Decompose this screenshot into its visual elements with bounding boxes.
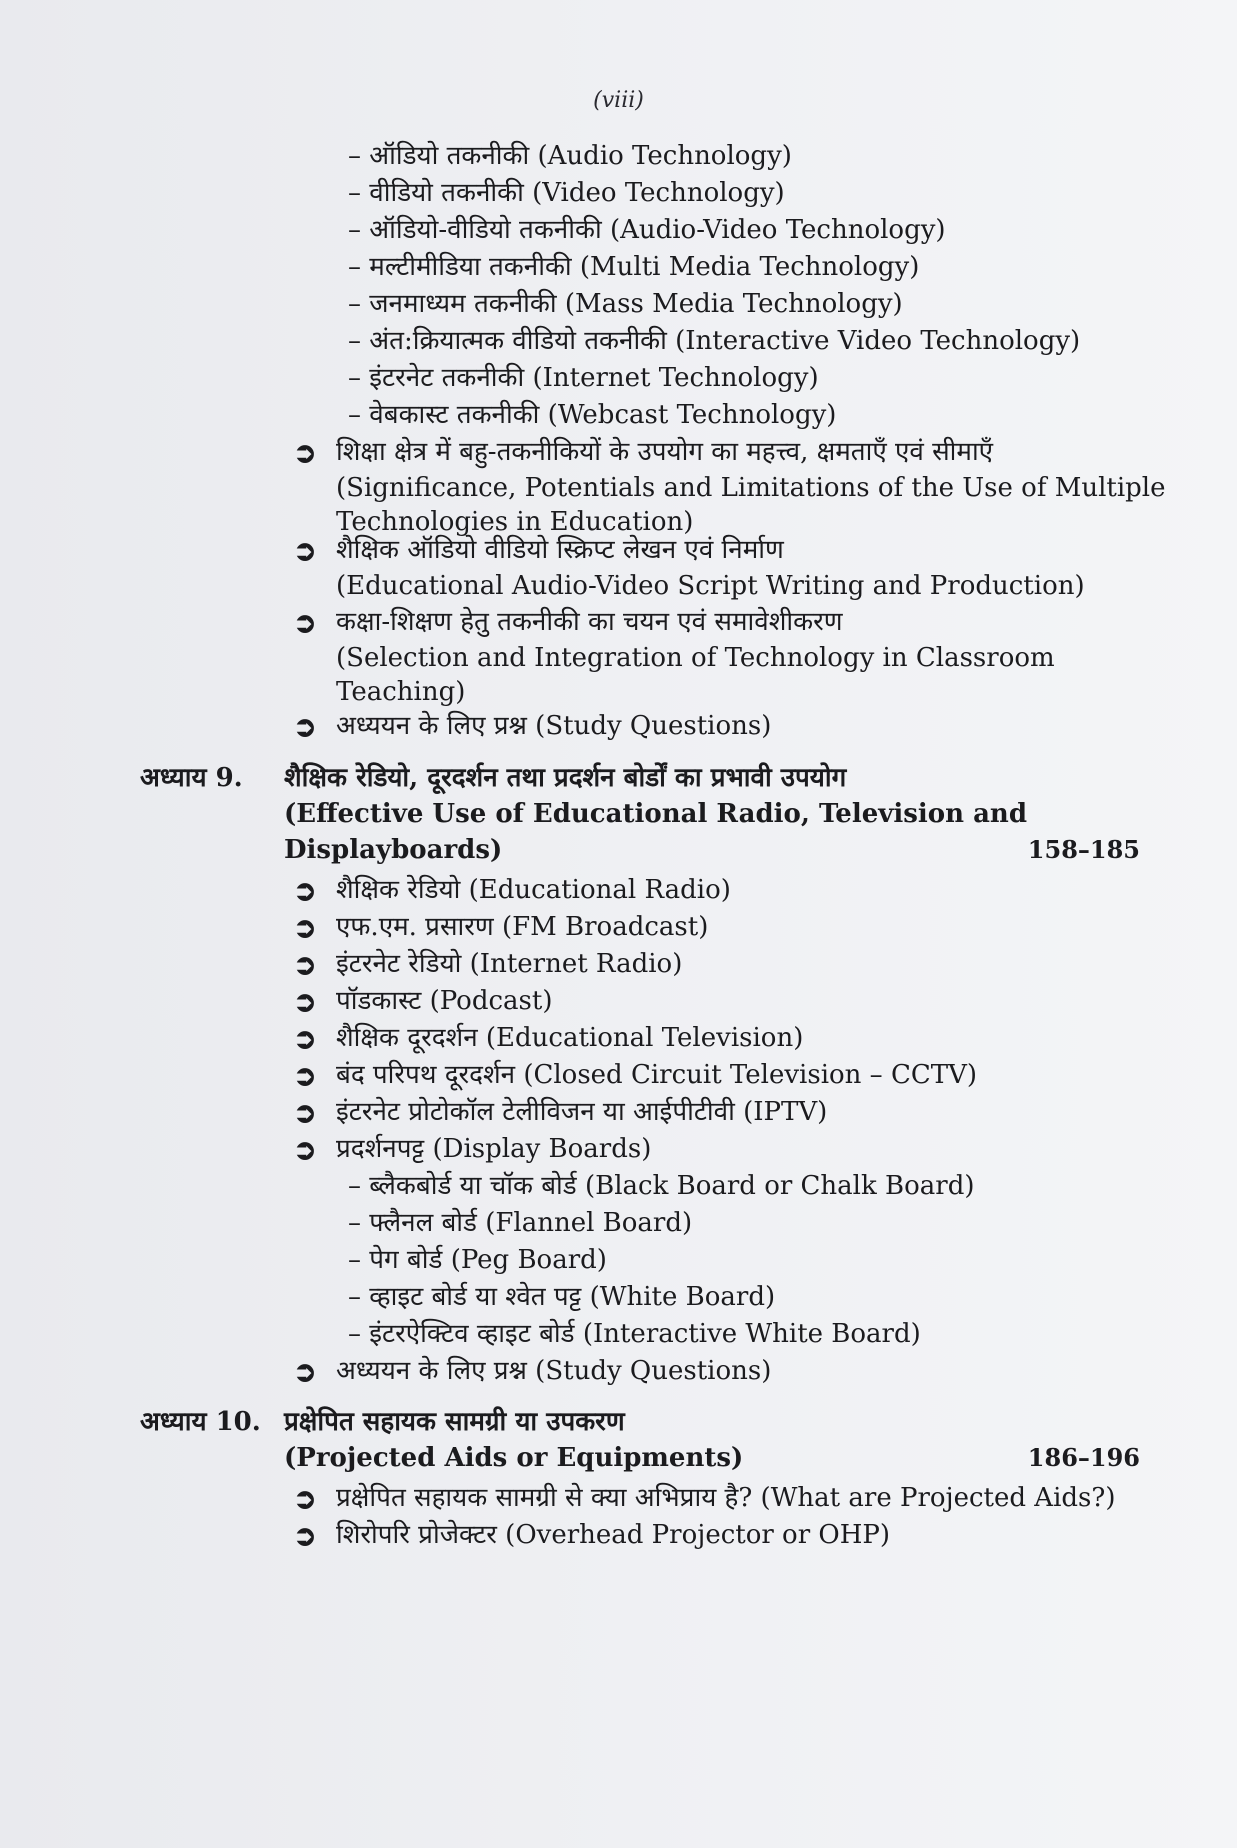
toc-item: एफ.एम. प्रसारण (FM Broadcast) (336, 912, 709, 942)
toc-subitem: – व्हाइट बोर्ड या श्वेत पट्ट (White Board) (348, 1281, 775, 1313)
toc-item: शैक्षिक रेडियो (Educational Radio) (336, 875, 731, 905)
arrow-bullet-icon: ➲ (293, 436, 317, 469)
toc-item: शैक्षिक दूरदर्शन (Educational Television) (336, 1023, 804, 1053)
arrow-bullet-icon: ➲ (293, 874, 317, 907)
arrow-bullet-icon: ➲ (293, 911, 317, 944)
chapter-title-hindi: प्रक्षेपित सहायक सामग्री या उपकरण (284, 1407, 625, 1437)
arrow-bullet-icon: ➲ (293, 1022, 317, 1055)
toc-item: प्रक्षेपित सहायक सामग्री से क्या अभिप्राय है? (What are Projected Aids?) (336, 1483, 1116, 1513)
chapter-page-range: 186–196 (1027, 1443, 1140, 1472)
toc-item: अध्ययन के लिए प्रश्न (Study Questions) (336, 1356, 772, 1386)
toc-subitem: – वीडियो तकनीकी (Video Technology) (348, 177, 785, 209)
toc-item-title-hindi: शैक्षिक ऑडियो वीडियो स्क्रिप्ट लेखन एवं निर्माण (336, 535, 784, 565)
toc-item: अध्ययन के लिए प्रश्न (Study Questions) (336, 711, 772, 741)
arrow-bullet-icon: ➲ (293, 1096, 317, 1129)
arrow-bullet-icon: ➲ (293, 710, 317, 743)
arrow-bullet-icon: ➲ (293, 1059, 317, 1092)
arrow-bullet-icon: ➲ (293, 534, 317, 567)
toc-item: इंटरनेट प्रोटोकॉल टेलीविजन या आईपीटीवी (IPTV) (336, 1097, 828, 1127)
toc-subitem: – फ्लैनल बोर्ड (Flannel Board) (348, 1207, 692, 1239)
toc-item: शिरोपरि प्रोजेक्टर (Overhead Projector or OHP) (336, 1520, 891, 1550)
toc-item-title-english: Technologies in Education) (336, 507, 694, 537)
toc-subitem: – अंत:क्रियात्मक वीडियो तकनीकी (Interactive Video Technology) (348, 325, 1080, 357)
toc-item-title-english: (Educational Audio-Video Script Writing and Production) (336, 571, 1085, 601)
arrow-bullet-icon: ➲ (293, 985, 317, 1018)
toc-subitem: – वेबकास्ट तकनीकी (Webcast Technology) (348, 399, 836, 431)
toc-subitem: – जनमाध्यम तकनीकी (Mass Media Technology) (348, 288, 903, 320)
toc-subitem: – इंटरनेट तकनीकी (Internet Technology) (348, 362, 819, 394)
toc-subitem: – मल्टीमीडिया तकनीकी (Multi Media Technology) (348, 251, 919, 283)
toc-subitem: – ऑडियो-वीडियो तकनीकी (Audio-Video Technology) (348, 214, 946, 246)
toc-item: इंटरनेट रेडियो (Internet Radio) (336, 949, 683, 979)
page-number: (viii) (593, 88, 644, 113)
chapter-label: अध्याय 10. (140, 1407, 261, 1437)
toc-item: प्रदर्शनपट्ट (Display Boards) (336, 1134, 652, 1164)
toc-subitem: – पेग बोर्ड (Peg Board) (348, 1244, 607, 1276)
chapter-title-english: (Effective Use of Educational Radio, Television and (284, 799, 1027, 829)
toc-item-title-english: (Selection and Integration of Technology in Classroom (336, 643, 1055, 673)
arrow-bullet-icon: ➲ (293, 948, 317, 981)
chapter-title-hindi: शैक्षिक रेडियो, दूरदर्शन तथा प्रदर्शन बोर्डों का प्रभावी उपयोग (284, 763, 847, 793)
toc-subitem: – इंटरऐक्टिव व्हाइट बोर्ड (Interactive White Board) (348, 1318, 921, 1350)
chapter-title-english: Displayboards) (284, 835, 503, 865)
toc-subitem: – ब्लैकबोर्ड या चॉक बोर्ड (Black Board or Chalk Board) (348, 1170, 975, 1202)
toc-item-title-hindi: कक्षा-शिक्षण हेतु तकनीकी का चयन एवं समावेशीकरण (336, 607, 843, 637)
toc-item: बंद परिपथ दूरदर्शन (Closed Circuit Television – CCTV) (336, 1060, 977, 1090)
arrow-bullet-icon: ➲ (293, 1133, 317, 1166)
chapter-label: अध्याय 9. (140, 763, 243, 793)
chapter-title-english: (Projected Aids or Equipments) (284, 1443, 744, 1473)
arrow-bullet-icon: ➲ (293, 1355, 317, 1388)
toc-item-title-english: Teaching) (336, 677, 466, 707)
arrow-bullet-icon: ➲ (293, 1482, 317, 1515)
arrow-bullet-icon: ➲ (293, 606, 317, 639)
arrow-bullet-icon: ➲ (293, 1519, 317, 1552)
toc-item-title-hindi: शिक्षा क्षेत्र में बहु-तकनीकियों के उपयोग का महत्त्व, क्षमताएँ एवं सीमाएँ (336, 437, 994, 467)
chapter-page-range: 158–185 (1027, 835, 1140, 864)
toc-item: पॉडकास्ट (Podcast) (336, 986, 553, 1016)
toc-subitem: – ऑडियो तकनीकी (Audio Technology) (348, 140, 792, 172)
toc-item-title-english: (Significance, Potentials and Limitations of the Use of Multiple (336, 473, 1166, 503)
